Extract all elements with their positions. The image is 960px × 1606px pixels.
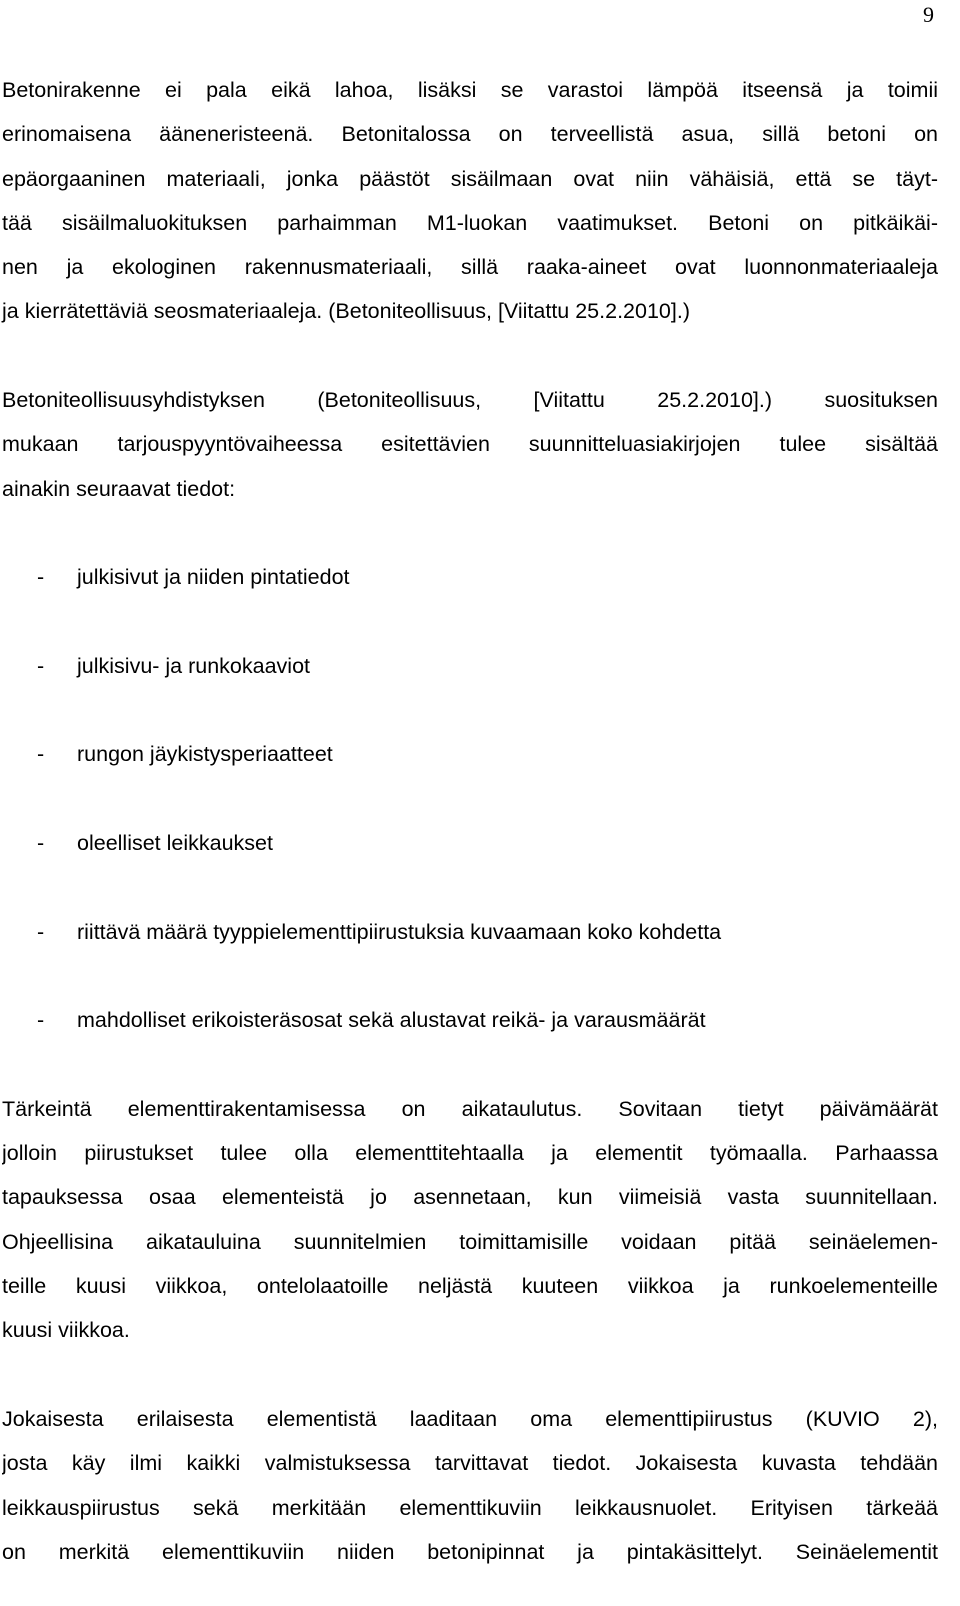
paragraph-line: Betonirakenne ei pala eikä lahoa, lisäksi se varastoi lämpöä itseensä ja toimii: [2, 78, 938, 102]
paragraph-line: josta käy ilmi kaikki valmistuksessa tarvittavat tiedot. Jokaisesta kuvasta tehdään: [2, 1451, 938, 1476]
list-dash: -: [37, 565, 45, 590]
paragraph-4: [2, 1397, 938, 1574]
page-number: 9: [923, 2, 934, 27]
paragraph-line: kuusi viikkoa.: [2, 1318, 130, 1343]
list-item-text: riittävä määrä tyyppielementtipiirustuksia kuvaamaan koko kohdetta: [77, 919, 722, 944]
paragraph-line: Jokaisesta erilaisesta elementistä laaditaan oma elementtipiirustus (KUVIO 2),: [2, 1406, 938, 1431]
paragraph-line: Betoniteollisuusyhdistyksen (Betoniteollisuus, [Viitattu 25.2.2010].) suosituksen: [2, 388, 938, 413]
list-dash: -: [37, 1008, 45, 1033]
paragraph-line: ainakin seuraavat tiedot:: [2, 476, 236, 501]
bullet-list: [2, 511, 938, 1043]
list-item: [2, 998, 938, 1042]
paragraph-3: [2, 1087, 938, 1353]
list-item: [2, 910, 938, 954]
list-item-text: oleelliset leikkaukset: [77, 831, 273, 856]
paragraph-line: epäorgaaninen materiaali, jonka päästöt sisäilmaan ovat niin vähäisiä, että se täyt-: [2, 166, 938, 191]
paragraph-line: erinomaisena ääneneristeenä. Betonitalossa on terveellistä asua, sillä betoni on: [2, 122, 938, 147]
list-item: [2, 555, 938, 599]
paragraph-line: leikkauspiirustus sekä merkitään elementtikuviin leikkausnuolet. Erityisen tärkeää: [2, 1495, 938, 1520]
paragraph-line: ja kierrätettäviä seosmateriaaleja. (Betoniteollisuus, [Viitattu 25.2.2010].): [2, 299, 690, 324]
paragraph-line: mukaan tarjouspyyntövaiheessa esitettävien suunnitteluasiakirjojen tulee sisältää: [2, 432, 938, 457]
document-body: [2, 68, 938, 1574]
paragraph-2: [2, 378, 938, 511]
paragraph-line: tää sisäilmaluokituksen parhaimman M1-luokan vaatimukset. Betoni on pitkäikäi-: [2, 210, 938, 235]
paragraph-1: [2, 68, 938, 334]
paragraph-line: teille kuusi viikkoa, ontelolaatoille neljästä kuuteen viikkoa ja runkoelementeille: [2, 1274, 938, 1299]
list-item-text: mahdolliset erikoisteräsosat sekä alustavat reikä- ja varausmäärät: [77, 1008, 706, 1033]
list-item: [2, 821, 938, 865]
list-item: [2, 732, 938, 776]
list-dash: -: [37, 653, 45, 678]
paragraph-line: Tärkeintä elementtirakentamisessa on aikataulutus. Sovitaan tietyt päivämäärät: [2, 1096, 938, 1121]
paragraph-line: tapauksessa osaa elementeistä jo asennetaan, kun viimeisiä vasta suunnitellaan.: [2, 1185, 938, 1210]
paragraph-line: nen ja ekologinen rakennusmateriaali, sillä raaka-aineet ovat luonnonmateriaaleja: [2, 255, 938, 280]
list-dash: -: [37, 831, 45, 856]
list-item-text: julkisivu- ja runkokaaviot: [77, 653, 311, 678]
paragraph-line: Ohjeellisina aikatauluina suunnitelmien toimittamisille voidaan pitää seinäelemen-: [2, 1229, 938, 1254]
paragraph-line: on merkitä elementtikuviin niiden betonipinnat ja pintakäsittelyt. Seinäelementit: [2, 1539, 938, 1564]
list-item-text: julkisivut ja niiden pintatiedot: [77, 565, 350, 590]
list-dash: -: [37, 742, 45, 767]
paragraph-line: jolloin piirustukset tulee olla elementtitehtaalla ja elementit työmaalla. Parhaassa: [2, 1141, 938, 1166]
list-item-text: rungon jäykistysperiaatteet: [77, 742, 333, 767]
list-item: [2, 644, 938, 688]
list-dash: -: [37, 919, 45, 944]
